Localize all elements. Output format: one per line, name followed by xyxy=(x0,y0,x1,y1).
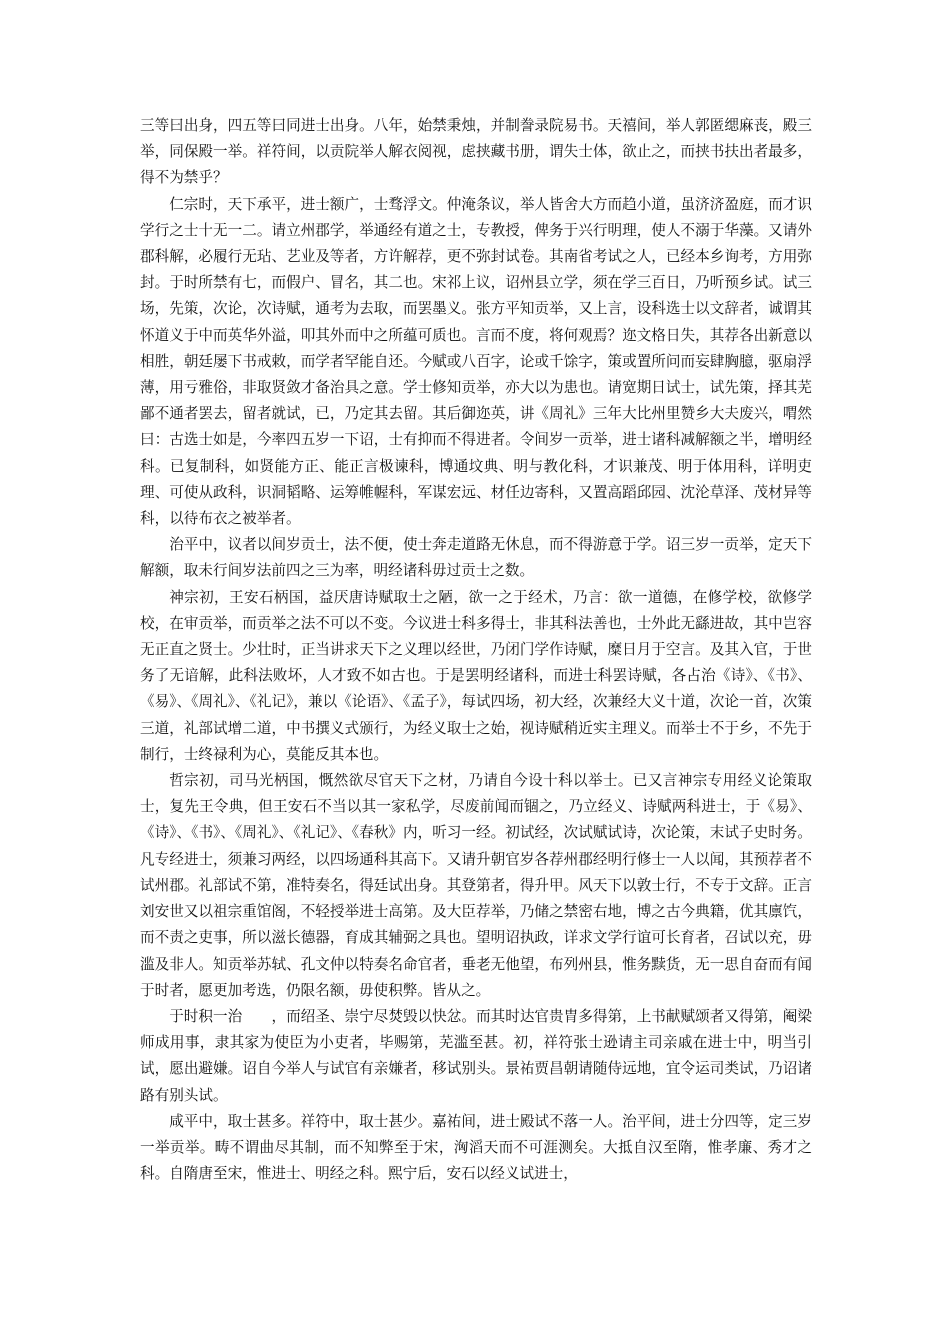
paragraph-song-exam-rules: 三等曰出身，四五等曰同进士出身。八年，始禁秉烛，并制誊录院易书。天禧间，举人郭匿缌麻丧，殿三举，同保殿一举。祥符间，以贡院举人解衣阅视，虑挟藏书册，谓失士体，欲止之，而挟书扶出者最多，得不为禁乎？ xyxy=(140,117,812,187)
paragraph-shaosheng-chongning: 于时积一治 ，而绍圣、崇宁尽焚毁以快忿。而其时达官贵胄多得第，上书献赋颂者又得第，阉梁师成用事，隶其家为使臣为小吏者，毕赐第，芜滥至甚。初，祥符张士逊请主司亲戚在进士中，明当引试，愿出避嫌。诏自今举人与试官有亲嫌者，移试别头。景祐贾昌朝请随侍远地，宜令运司类试，乃诏诸路有别头试。 xyxy=(140,1007,812,1104)
paragraph-zhiping: 治平中，议者以间岁贡士，法不便，使士奔走道路无休息，而不得游意于学。诏三岁一贡举，定天下解额，取未行间岁法前四之三为率，明经诸科毋过贡士之数。 xyxy=(140,536,812,580)
paragraph-zhezong: 哲宗初，司马光柄国，慨然欲尽官天下之材，乃请自今设十科以举士。已又言神宗专用经义论策取士，复先王令典，但王安石不当以其一家私学，尽废前闻而锢之，乃立经义、诗赋两科进士，于《易》、《诗》、《书》、《周礼》、《礼记》、《春秋》内，听习一经。初试经，次试赋试诗，次论策，末试子史时务。凡专经进士，须兼习两经，以四场通科其高下。又请升朝官岁各荐州郡经明行修士一人以闻，其预荐者不试州郡。礼部试不第，准特奏名，得廷试出身。其登第者，得升甲。风天下以敦士行，不专于文辞。正言刘安世又以祖宗重馆阁，不轻授举进士高第。及大臣荐举，乃储之禁密右地，博之古今典籍，优其廪饩，而不责之吏事，所以滋长德器，育成其辅弼之具也。望明诏执政，详求文学行谊可长育者，召试以充，毋滥及非人。知贡举苏轼、孔文仲以特奏名命官者，垂老无他望，布列州县，惟务黩货，无一思自奋而有闻于时者，愿更加考选，仍限名额，毋使积弊。皆从之。 xyxy=(140,772,812,999)
document-body xyxy=(140,113,812,1187)
paragraph-renzong: 仁宗时，天下承平，进士额广，士骛浮文。仲淹条议，举人皆舍大方而趋小道，虽济济盈庭，而才识学行之士十无一二。请立州郡学，举通经有道之士，专教授，俾务于兴行明理，使人不溺于华藻。又请外郡科解，必履行无玷、艺业及等者，方许解荐，更不弥封试卷。其南省考试之人，已经本乡询考，方用弥封。于时所禁有七，而假户、冒名，其二也。宋祁上议，诏州县立学，须在学三百日，乃听预乡试。试三场，先策，次论，次诗赋，通考为去取，而罢墨义。张方平知贡举，又上言，设科选士以文辞者，诚谓其怀道义于中而英华外溢，叩其外而中之所蕴可质也。言而不度，将何观焉？迩文格日失，其荐各出新意以相胜，朝廷屡下书戒敕，而学者罕能自还。今赋或八百字，论或千馀字，策或置所问而妄肆胸臆，驱扇浮薄，用亏雅俗，非取贤敛才备治具之意。学士修知贡举，亦大以为患也。请宽期日试士，试先策，择其芜鄙不通者罢去，留者就试，已，乃定其去留。其后御迩英，讲《周礼》三年大比州里赞乡大夫废兴，喟然曰：古选士如是，今率四五岁一下诏，士有抑而不得进者。令间岁一贡举，进士诸科减解额之半，增明经科。已复制科，如贤能方正、能正言极谏科，博通坟典、明与教化科，才识兼茂、明于体用科，详明吏理、可使从政科，识洞韬略、运筹帷幄科，军谋宏远、材任边寄科，又置高蹈邱园、沈沦草泽、茂材异等科，以待布衣之被举者。 xyxy=(140,195,812,528)
paragraph-xianping: 咸平中，取士甚多。祥符中，取士甚少。嘉祐间，进士殿试不落一人。治平间，进士分四等，定三岁一举贡举。畴不谓曲尽其制，而不知弊至于宋，洶滔天而不可涯测矣。大抵自汉至隋，惟孝廉、秀才之科。自隋唐至宋，惟进士、明经之科。熙宁后，安石以经义试进士， xyxy=(140,1112,812,1183)
paragraph-shenzong: 神宗初，王安石柄国，益厌唐诗赋取士之陋，欲一之于经术，乃言：欲一道德，在修学校，欲修学校，在审贡举，而贡举之法不可以不变。今议进士科多得士，非其科法善也，士外此无繇进故，其中岂容无正直之贤士。少壮时，正当讲求天下之义理以经世，乃闭门学作诗赋，糜日月于空言。及其入官，于世务了无谙解，此科法败坏，人才致不如古也。于是罢明经诸科，而进士科罢诗赋，各占治《诗》、《书》、《易》、《周礼》、《礼记》，兼以《论语》、《孟子》，每试四场，初大经，次兼经大义十道，次论一首，次策三道，礼部试增二道，中书撰义式颁行，为经义取士之始，视诗赋稍近实主理义。而举士不于乡，不先于制行，士终禄利为心，莫能反其本也。 xyxy=(140,588,812,763)
